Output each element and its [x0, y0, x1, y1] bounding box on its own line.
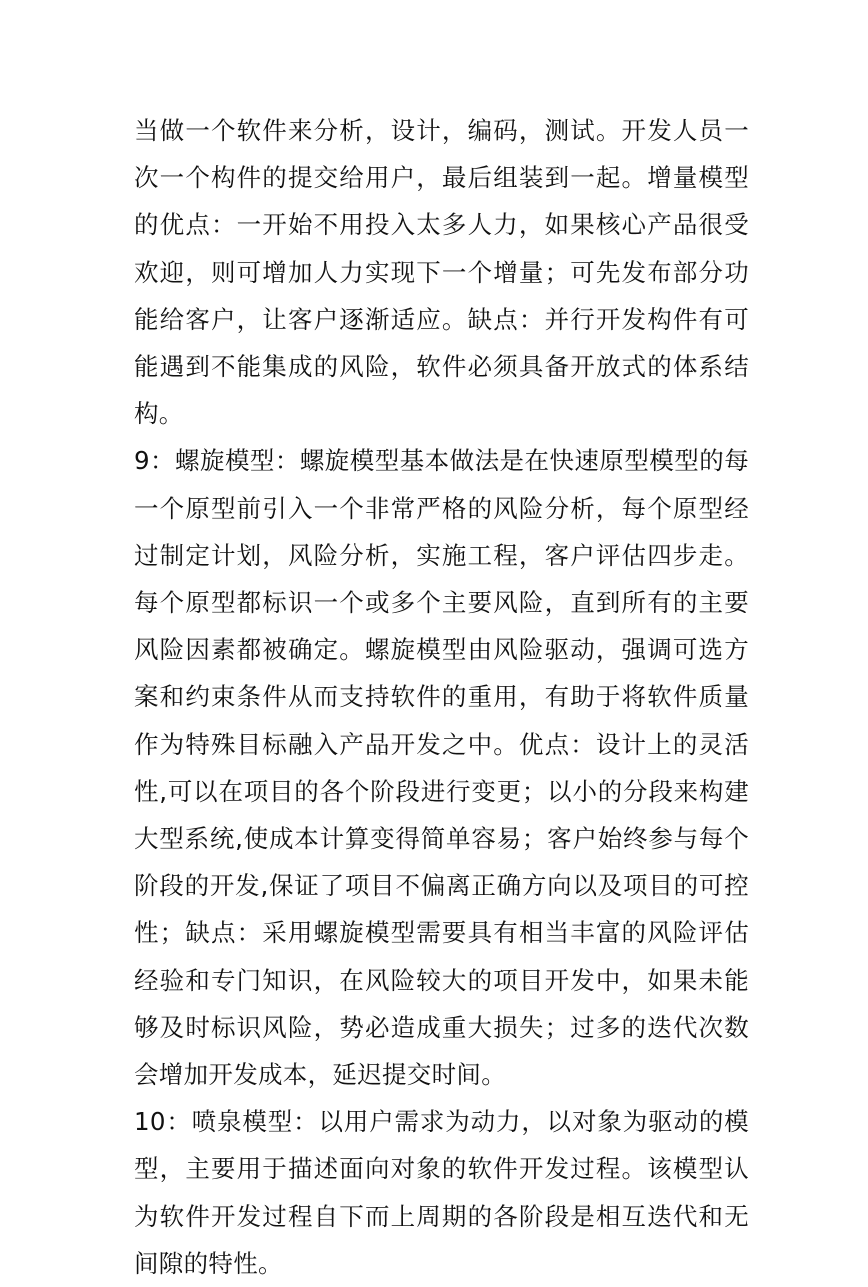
- paragraph-incremental-model: 当做一个软件来分析，设计，编码，测试。开发人员一次一个构件的提交给用户，最后组装到一起。增量模型的优点：一开始不用投入太多人力，如果核心产品很受欢迎，则可增加人力实现下一个增量；可先发布部分功能给客户，让客户逐渐适应。缺点：并行开发构件有可能遇到不能集成的风险，软件必须具备开放式的体系结构。: [134, 116, 749, 429]
- document-body: [134, 107, 749, 1287]
- paragraph-spiral-model: 9：螺旋模型：螺旋模型基本做法是在快速原型模型的每一个原型前引入一个非常严格的风险分析，每个原型经过制定计划，风险分析，实施工程，客户评估四步走。每个原型都标识一个或多个主要风险，直到所有的主要风险因素都被确定。螺旋模型由风险驱动，强调可选方案和约束条件从而支持软件的重用，有助于将软件质量作为特殊目标融入产品开发之中。优点：设计上的灵活性,可以在项目的各个阶段进行变更；以小的分段来构建大型系统,使成本计算变得简单容易；客户始终参与每个阶段的开发,保证了项目不偏离正确方向以及项目的可控性；缺点：采用螺旋模型需要具有相当丰富的风险评估经验和专门知识，在风险较大的项目开发中，如果未能够及时标识风险，势必造成重大损失；过多的迭代次数会增加开发成本，延迟提交时间。: [134, 446, 749, 1090]
- paragraph-fountain-model: 10：喷泉模型：以用户需求为动力，以对象为驱动的模型，主要用于描述面向对象的软件开发过程。该模型认为软件开发过程自下而上周期的各阶段是相互迭代和无间隙的特性。: [134, 1107, 749, 1278]
